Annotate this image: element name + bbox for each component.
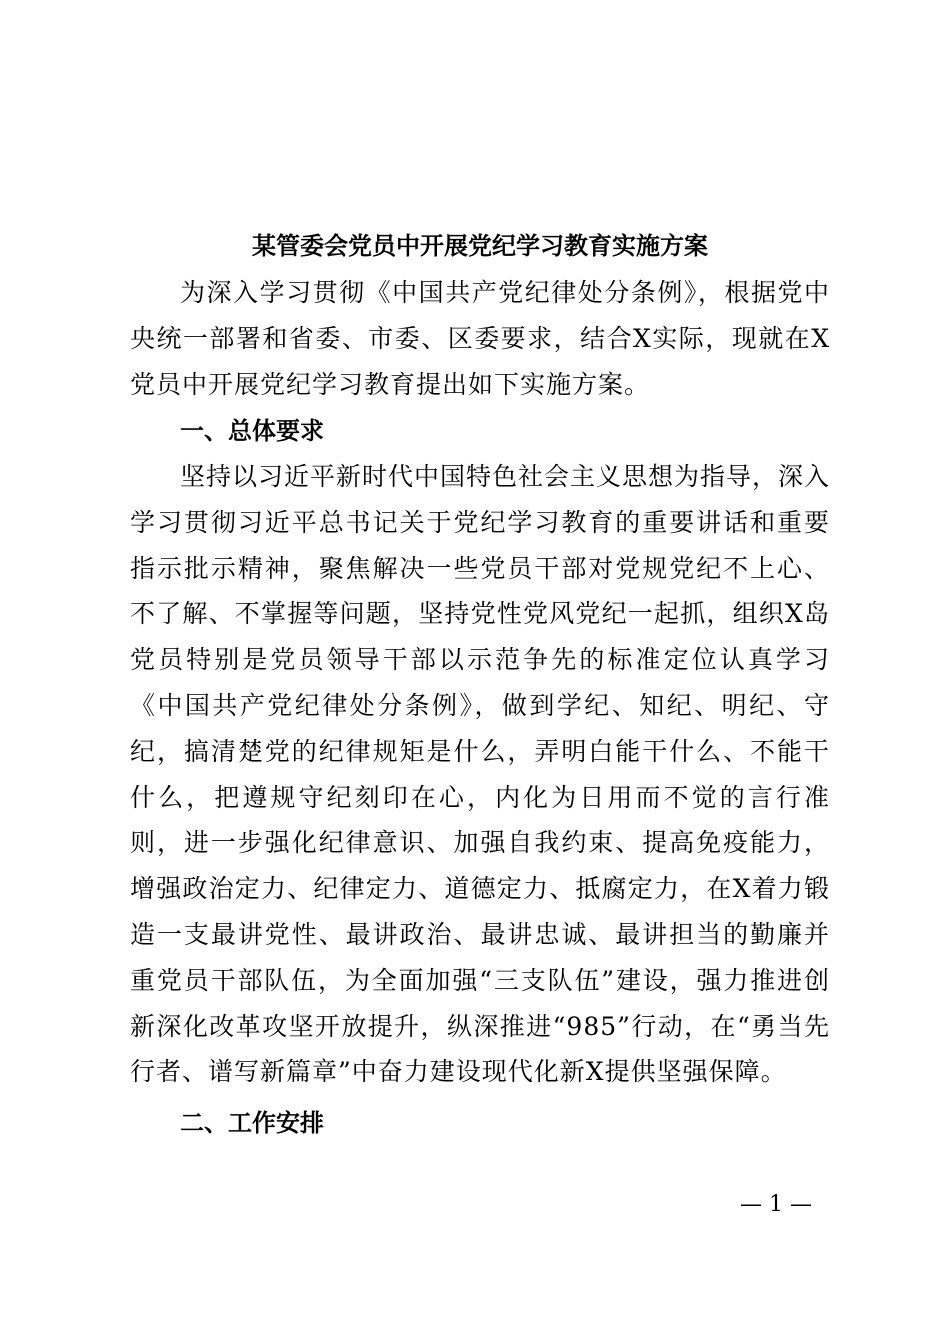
document-title: 某管委会党员中开展党纪学习教育实施方案	[252, 231, 708, 260]
page-number: — 1 —	[740, 1192, 812, 1217]
section-heading-work-arrangement: 二、工作安排	[180, 1108, 324, 1137]
general-requirements-paragraph: 坚持以习近平新时代中国特色社会主义思想为指导，深入学习贯彻习近平总书记关于党纪学习教育的重要讲话和重要指示批示精神，聚焦解决一些党员干部对党规党纪不上心、不了解、不掌握等问题，坚持党性党风党纪一起抓，组织X岛党员特别是党员领导干部以示范争先的标准定位认真学习《中国共产党纪律处分条例》，做到学纪、知纪、明纪、守纪，搞清楚党的纪律规矩是什么，弄明白能干什么、不能干什么，把遵规守纪刻印在心，内化为日用而不觉的言行准则，进一步强化纪律意识、加强自我约束、提高免疫能力，增强政治定力、纪律定力、道德定力、抵腐定力，在X着力锻造一支最讲党性、最讲政治、最讲忠诚、最讲担当的勤廉并重党员干部队伍，为全面加强“三支队伍”建设，强力推进创新深化改革攻坚开放提升，纵深推进“985”行动，在“勇当先行者、谱写新篇章”中奋力建设现代化新X提供坚强保障。	[130, 462, 831, 1087]
intro-paragraph: 为深入学习贯彻《中国共产党纪律处分条例》，根据党中央统一部署和省委、市委、区委要求，结合X实际，现就在X党员中开展党纪学习教育提出如下实施方案。	[130, 278, 830, 399]
section-heading-general-requirements: 一、总体要求	[180, 416, 324, 445]
